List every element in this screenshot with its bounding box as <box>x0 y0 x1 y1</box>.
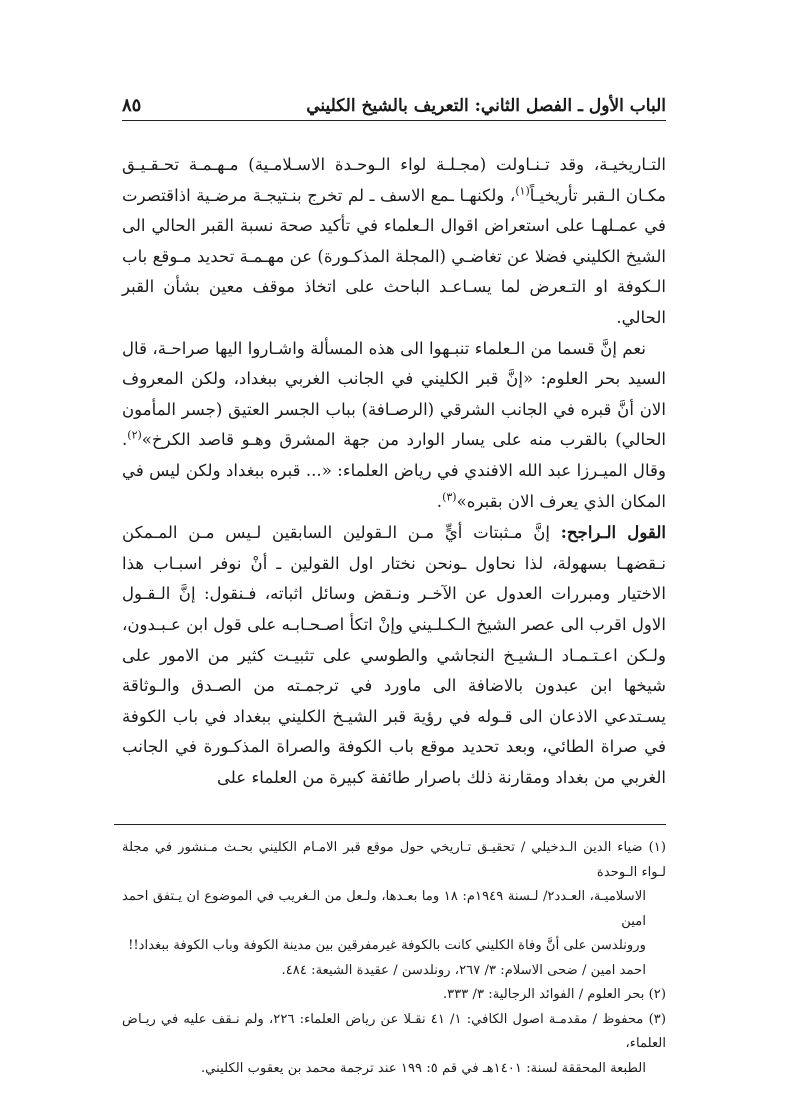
footnote-ref-1: (١) <box>515 184 530 198</box>
paragraph-2-text-c: . <box>436 491 443 511</box>
running-header <box>122 86 666 116</box>
paragraph-2 <box>122 334 666 518</box>
footnote-3-line-1: (٣) محفوظ / مقدمـة اصول الكافي: ١/ ٤١ نقـلا عن رياض العلماء: ٢٢٦، ولم نـقف عليه في ريـاض العلماء، <box>122 1011 666 1051</box>
footnote-ref-3: (٣) <box>442 490 457 503</box>
footnote-2: (٢) بحر العلوم / الفوائد الرجالية: ٣/ ٣٣٣. <box>442 987 666 1002</box>
main-text <box>122 150 666 793</box>
footnote-1-line-1: (١) ضياء الدين الـدخيلي / تحقيـق تـاريخي حول موقع قبر الامـام الكليني بحـث مـنشور في مجلة لـواء الـوحدة <box>122 840 666 880</box>
header-rule <box>122 120 666 121</box>
paragraph-2-text-b: . وقال الميـرزا عبد الله الافندي في رياض العلماء: «... قبره ببغداد ولكن ليس في المكان الذي يعرف الان بقبره» <box>122 430 666 511</box>
page-number: ٨٥ <box>122 95 142 116</box>
footnote-1-line-3: ورونلدسن على أنَّ وفاة الكليني كانت بالكوفة غيرمفرقين بين مدينة الكوفة وباب الكوفة ببغداد!! <box>128 938 646 953</box>
chapter-title: الباب الأول ـ الفصل الثاني: التعريف بالشيخ الكليني <box>306 96 666 116</box>
paragraph-2-text-a: نعم إنَّ قسما من الـعلماء تنبـهوا الى هذه المسألة واشـاروا اليها صراحـة، قال السيد بحر العلوم: «إنَّ قبر الكليني في الجانب الغربي ببغداد، ولكن المعروف الان أنَّ قبره في الجانب الشرقي (الرصـافة) بباب الجسر العتيق (جسر المأمون الحالي) بالقرب منه على يسار الوارد من جهة المشرق وهـو قاصد الكرخ» <box>122 338 666 450</box>
footnote-1-line-4: احمد امين / ضحى الاسلام: ٣/ ٢٦٧، رونلدسن / عقيدة الشيعة: ٤٨٤. <box>281 962 646 978</box>
footnote-rule <box>114 824 666 825</box>
paragraph-1-text-b: ، ولكنهـا ـمع الاسف ـ لم تخرج بنـتيجـة مرضـية اذاقتصرت في عمـلهـا على استعراض اقوال الـعلماء في تأكيد صحة نسبة القبر الحالي الى الشيخ الكليني فضلا عن تغاضـي (المجلة المذكـورة) عن مهـمـة تحديد مـوقع باب الـكوفة او التـعرض لما يسـاعـد الباحث على اتخاذ موقف معين بشأن القبر الحالي. <box>122 185 666 327</box>
footnote-1-line-2: الاسلاميـة، العـدد٢/ لـسنة ١٩٤٩م: ١٨ وما بعـدها، ولـعل من الـغريب في الموضوع ان يـتفق احمد امين <box>122 889 647 929</box>
paragraph-3-lead: القول الـراجح: <box>560 522 666 543</box>
paragraph-1-text-a: التـاريخيـة، وقد تـنـاولت (مجـلـة لواء الـوحـدة الاسـلامـية) مـهـمـة تحـقـيـق مكـان الـقبر تأريخيـاً <box>122 155 666 205</box>
footnote-3-line-2: الطبعة المحققة لسنة: ١٤٠١هـ في قم ٥: ١٩٩ عند ترجمة محمد بن يعقوب الكليني. <box>200 1060 646 1076</box>
paragraph-3-text: إنَّ مـثبتات أيٍّ مـن الـقولين السابقين لـيس مـن المـمكن نـقضهـا بسهولة، لذا نحاول ـونحن نختار اول القولين ـ أنْ نوفر اسبـاب هذا الاختيار ومبررات العدول عن الآخـر ونـقض وسائل اثباته، فـنقول: إنَّ الـقـول الاول اقرب الى عصر الشيخ الـكـلـيني وإنْ اتكأ اصـحـابـه على قول ابن عـبـدون، ولـكن اعـتـمـاد الـشيـخ النجاشي والطوسي على تثبيـت كثير من الامور على شيخها ابن عبدون بالاضافة الى ماورد في ترجمـته من الصـدق والـوثاقة يسـتدعي الاذعان الى قـوله في رؤية قبر الشيـخ الكليني ببغداد في باب الكوفة في صراة الطائي، وبعد تحديد موقع باب الكوفة والصراة المذكـورة في الجانب الغربي من بغداد ومقارنة ذلك باصرار طائفة كبيرة من العلماء على <box>121 523 666 787</box>
paragraph-1 <box>122 150 666 334</box>
footnote-ref-2: (٢) <box>127 428 142 442</box>
footnotes <box>122 836 666 1081</box>
paragraph-3 <box>122 517 666 793</box>
